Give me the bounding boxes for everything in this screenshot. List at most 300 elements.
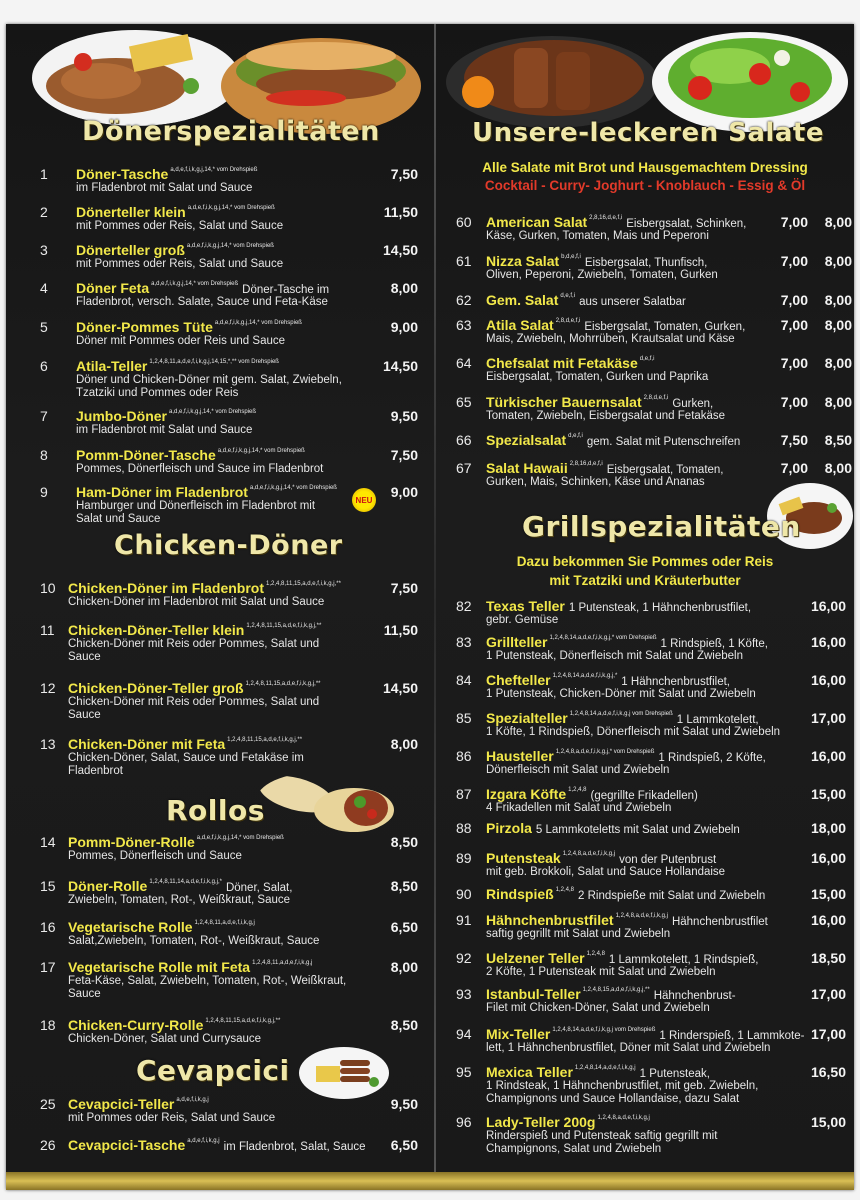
section-title-cevapcici: Cevapcici <box>136 1054 290 1087</box>
item-number: 84 <box>456 672 472 688</box>
item-price: 9,50 <box>390 1096 418 1112</box>
menu-item[interactable] <box>436 786 854 820</box>
allergen-codes: 1,2,4,8,a,d,e,f,i,k,g,j <box>597 1115 650 1121</box>
item-name <box>68 1096 209 1112</box>
item-name <box>486 672 730 688</box>
item-inline-description: 5 Lammkoteletts mit Salat und Zwiebeln <box>535 824 740 836</box>
item-price-large: 8,00 <box>824 317 852 333</box>
item-inline-description: aus unserer Salatbar <box>579 296 686 308</box>
item-number: 15 <box>40 878 56 894</box>
item-price: 16,00 <box>810 634 846 650</box>
item-inline-description: Gurken, <box>672 398 714 410</box>
menu-item[interactable] <box>6 1017 434 1051</box>
item-description: mit Pommes oder Reis, Salat und Sauce <box>76 258 284 270</box>
item-price: 8,50 <box>390 834 418 850</box>
item-price: 16,00 <box>810 748 846 764</box>
item-inline-description: gem. Salat mit Putenschreifen <box>586 436 741 448</box>
item-name-text: Pomm-Döner-Tasche <box>76 447 216 463</box>
item-inline-description: (gegrillte Frikadellen) <box>590 790 698 802</box>
item-number: 67 <box>456 460 472 476</box>
item-number: 96 <box>456 1114 472 1130</box>
item-price-large: 8,00 <box>824 292 852 308</box>
item-number: 63 <box>456 317 472 333</box>
item-number: 85 <box>456 710 472 726</box>
item-description: Pommes, Dönerfleisch und Sauce <box>68 850 242 862</box>
menu-item[interactable] <box>436 950 854 984</box>
item-price-large: 8,00 <box>824 214 852 230</box>
menu-item[interactable] <box>6 447 434 481</box>
allergen-codes: 1,2,4,8,14,a,d,e,f,i,k,g,j vom Drehspieß <box>569 711 673 717</box>
allergen-codes: 1,2,4,8,11,a,d,e,f,i,k,g,j <box>194 920 255 926</box>
item-name-text: Lady-Teller 200g <box>486 1114 596 1130</box>
allergen-codes: 1,2,4,8,11,15,a,d,e,f,i,k,g,j,** <box>266 581 341 587</box>
doener-plate-photo <box>31 26 241 126</box>
item-name-text: Izgara Köfte <box>486 786 567 802</box>
item-price: 9,00 <box>390 319 418 335</box>
item-name <box>486 1064 710 1080</box>
allergen-codes: a,d,e,f,i,k,g,j,14,* vom Drehspieß <box>214 320 302 326</box>
item-name <box>486 950 759 966</box>
item-description: im Fladenbrot mit Salat und Sauce <box>76 182 253 194</box>
item-number: 17 <box>40 959 56 975</box>
item-description: 4 Frikadellen mit Salat und Zwiebeln <box>486 802 672 814</box>
item-name-text: Hausteller <box>486 748 554 764</box>
item-price: 14,50 <box>382 680 418 696</box>
item-name <box>486 598 751 614</box>
item-price-small: 7,50 <box>780 432 808 448</box>
item-name <box>76 242 274 258</box>
allergen-codes: d,e,f,i <box>568 433 583 439</box>
item-price: 7,50 <box>390 166 418 182</box>
item-description: lett, 1 Hähnchenbrustfilet, Döner mit Salat und Zwiebeln <box>486 1042 771 1054</box>
grill-subtitle-line1: Dazu bekommen Sie Pommes oder Reis <box>516 554 774 569</box>
item-inline-description: Eisbergsalat, Schinken, <box>626 218 747 230</box>
menu-item[interactable] <box>6 358 434 399</box>
allergen-codes: 1,2,4,8,15,a,d,e,f,i,k,g,j,** <box>582 987 650 993</box>
item-number: 16 <box>40 919 56 935</box>
item-number: 18 <box>40 1017 56 1033</box>
menu-item[interactable] <box>436 317 854 351</box>
item-inline-description: Hähnchenbrust- <box>653 990 736 1002</box>
item-name-text: Vegetarische Rolle mit Feta <box>68 959 251 975</box>
item-price: 7,50 <box>390 447 418 463</box>
menu-item[interactable] <box>6 959 434 1000</box>
menu-item[interactable] <box>6 878 434 912</box>
item-number: 65 <box>456 394 472 410</box>
allergen-codes: 1,2,4,8,14,a,d,e,f,i,k,g,j vom Drehspieß <box>552 1027 656 1033</box>
item-name-text: Döner Feta <box>76 280 150 296</box>
item-price: 9,00 <box>390 484 418 500</box>
allergen-codes: a,d,e,f,i,k,g,j,14,* vom Drehspieß <box>187 205 275 211</box>
item-name-text: Döner-Rolle <box>68 878 148 894</box>
item-description: 1 Rindsteak, 1 Hähnchenbrustfilet, mit geb. Zwiebeln, Champignons und Sauce Hollandaise, dazu Salat <box>486 1080 759 1105</box>
item-description: mit geb. Brokkoli, Salat und Sauce Hollandaise <box>486 866 726 878</box>
allergen-codes: d,e,f,i <box>560 293 576 299</box>
menu-item[interactable] <box>436 1114 854 1155</box>
bottom-gold-border <box>6 1172 854 1190</box>
item-number: 26 <box>40 1137 56 1153</box>
allergen-codes: d,e,f,i <box>639 356 655 362</box>
allergen-codes: 1,2,4,8,14,a,d,e,f,i,k,g,j,* vom Drehspieß <box>549 635 657 641</box>
menu-item[interactable] <box>436 850 854 884</box>
item-name <box>486 292 686 308</box>
item-price: 6,50 <box>390 1137 418 1153</box>
item-number: 2 <box>40 204 48 220</box>
item-inline-description: Döner, Salat, <box>225 882 293 894</box>
item-inline-description: 2 Rindspieße mit Salat und Zwiebeln <box>578 890 766 902</box>
item-price: 15,00 <box>810 1114 846 1130</box>
item-price-small: 7,00 <box>780 355 808 371</box>
item-inline-description: 1 Lammkotelett, 1 Rindspieß, <box>608 954 759 966</box>
menu-item[interactable] <box>436 748 854 782</box>
item-name-text: Atila-Teller <box>76 358 148 374</box>
item-price: 16,00 <box>810 912 846 928</box>
item-description: Rinderspieß und Putensteak saftig gegrillt mit Champignons, Salat und Zwiebeln <box>486 1130 718 1155</box>
item-name <box>68 878 292 894</box>
item-description: Chicken-Döner im Fladenbrot mit Salat und Sauce <box>68 596 325 608</box>
menu-item[interactable] <box>436 912 854 946</box>
item-name <box>68 834 284 850</box>
allergen-codes: 1,2,4,8,a,d,e,f,i,k,g,j,* vom Drehspieß <box>555 749 655 755</box>
item-name-text: Pomm-Döner-Rolle <box>68 834 195 850</box>
item-name <box>68 1137 366 1153</box>
item-price: 6,50 <box>390 919 418 935</box>
item-name <box>486 748 766 764</box>
section-title-rollos: Rollos <box>166 794 265 827</box>
item-name <box>486 820 740 836</box>
item-price: 18,50 <box>810 950 846 966</box>
menu-item[interactable] <box>436 1064 854 1105</box>
menu-item[interactable] <box>436 986 854 1020</box>
item-number: 89 <box>456 850 472 866</box>
item-description: 1 Putensteak, Chicken-Döner mit Salat und Zwiebeln <box>486 688 756 700</box>
item-description: mit Pommes oder Reis, Salat und Sauce <box>68 1112 276 1124</box>
menu-item[interactable] <box>6 242 434 276</box>
item-name <box>486 634 768 650</box>
allergen-codes: a,d,e,f,i,k,g,j,14,* vom Drehspieß <box>151 281 239 287</box>
item-name <box>68 959 312 975</box>
item-price: 8,00 <box>390 280 418 296</box>
item-description: 1 Putensteak, Dönerfleisch mit Salat und Zwiebeln <box>486 650 743 662</box>
item-description: Feta-Käse, Salat, Zwiebeln, Tomaten, Rot-, Weißkraut, Sauce <box>68 975 347 1000</box>
item-price: 11,50 <box>383 622 418 638</box>
menu-item[interactable] <box>6 834 434 868</box>
item-price: 7,50 <box>390 580 418 596</box>
item-price-small: 7,00 <box>780 394 808 410</box>
item-name-text: Spezialsalat <box>486 432 567 448</box>
item-price: 8,50 <box>390 878 418 894</box>
item-description: 2 Köfte, 1 Putensteak mit Salat und Zwiebeln <box>486 966 716 978</box>
item-name <box>486 986 736 1002</box>
item-price-small: 7,00 <box>780 317 808 333</box>
section-title-salate: Unsere-leckeren Salate <box>472 118 824 148</box>
item-name <box>486 432 740 448</box>
item-price-large: 8,00 <box>824 460 852 476</box>
allergen-codes: a,d,e,f,i,k,g,j <box>176 1097 209 1103</box>
item-price-large: 8,00 <box>824 253 852 269</box>
item-inline-description: 1 Putensteak, <box>639 1068 710 1080</box>
menu-item[interactable] <box>6 1137 434 1171</box>
item-description: Filet mit Chicken-Döner, Salat und Zwiebeln <box>486 1002 710 1014</box>
item-name-text: Ham-Döner im Fladenbrot <box>76 484 248 500</box>
item-name <box>486 786 698 802</box>
allergen-codes: b,d,e,f,i <box>561 254 581 260</box>
item-name <box>486 253 707 269</box>
rollo-wrap-photo <box>256 772 396 836</box>
item-number: 5 <box>40 319 48 335</box>
item-name <box>486 355 654 371</box>
allergen-codes: a,d,e,f,i,k,g,j,14,* vom Drehspieß <box>249 485 337 491</box>
item-name <box>68 919 255 935</box>
item-name <box>486 850 716 866</box>
item-name <box>76 484 337 500</box>
item-price: 8,00 <box>390 959 418 975</box>
item-name-text: Salat Hawaii <box>486 460 568 476</box>
menu-item[interactable] <box>436 214 854 248</box>
item-name-text: American Salat <box>486 214 588 230</box>
item-price-small: 7,00 <box>780 253 808 269</box>
item-name-text: Döner-Tasche <box>76 166 169 182</box>
menu-item[interactable] <box>6 1096 434 1130</box>
item-name-text: Nizza Salat <box>486 253 560 269</box>
item-number: 9 <box>40 484 48 500</box>
item-name <box>486 1114 650 1130</box>
menu-item[interactable] <box>436 253 854 287</box>
allergen-codes: a,d,e,f,i,k,g,j,14,* vom Drehspieß <box>217 448 305 454</box>
section-title-chicken: Chicken-Döner <box>114 530 343 561</box>
item-name-text: Vegetarische Rolle <box>68 919 193 935</box>
item-inline-description: 1 Rindspieß, 2 Köfte, <box>658 752 766 764</box>
grill-plate-photo <box>444 30 659 130</box>
item-name <box>76 319 302 335</box>
menu-item[interactable] <box>6 484 434 525</box>
item-name <box>76 280 329 296</box>
item-price: 17,00 <box>810 710 846 726</box>
allergen-codes: 1,2,4,8,11,15,a,d,e,f,i,k,g,j,** <box>205 1018 281 1024</box>
allergen-codes: a,d,e,f,i,k,g,j,14,* vom Drehspieß <box>186 243 274 249</box>
item-description: Chicken-Döner, Salat und Currysauce <box>68 1033 262 1045</box>
item-number: 93 <box>456 986 472 1002</box>
item-number: 3 <box>40 242 48 258</box>
item-number: 11 <box>40 622 55 638</box>
item-name <box>76 447 305 463</box>
item-inline-description: Eisbergsalat, Tomaten, Gurken, <box>584 321 746 333</box>
item-name-text: Mexica Teller <box>486 1064 573 1080</box>
item-name <box>76 166 257 182</box>
item-name <box>486 214 746 230</box>
allergen-codes: 1,2,4,8,a,d,e,f,i,k,g,j <box>562 851 616 857</box>
menu-item[interactable] <box>6 580 434 614</box>
item-price: 18,00 <box>810 820 846 836</box>
item-name-text: Döner-Pommes Tüte <box>76 319 213 335</box>
item-number: 95 <box>456 1064 472 1080</box>
item-price: 14,50 <box>382 358 418 374</box>
item-name-text: Chicken-Döner im Fladenbrot <box>68 580 265 596</box>
item-name-text: Istanbul-Teller <box>486 986 581 1002</box>
allergen-codes: 1,2,4,8,11,a,d,e,f,i,k,g,j,14,15,*,** vom Drehspieß <box>149 359 279 365</box>
item-inline-description: 1 Lammkotelett, <box>676 714 759 726</box>
section-title-grill: Grillspezialitäten <box>522 510 801 543</box>
item-name <box>68 580 341 596</box>
menu-item[interactable] <box>436 394 854 428</box>
allergen-codes: 2,8,16,d,e,f,i <box>569 461 603 467</box>
item-price-large: 8,00 <box>824 394 852 410</box>
item-description: Chicken-Döner mit Reis oder Pommes, Salat und Sauce <box>68 696 320 721</box>
item-number: 13 <box>40 736 56 752</box>
item-inline-description: Hähnchenbrustfilet <box>671 916 768 928</box>
menu-item[interactable] <box>436 820 854 854</box>
item-description: Chicken-Döner mit Reis oder Pommes, Salat und Sauce <box>68 638 320 663</box>
menu-item[interactable] <box>6 919 434 953</box>
item-price-large: 8,00 <box>824 355 852 371</box>
item-description: Tomaten, Zwiebeln, Eisbergsalat und Fetakäse <box>486 410 726 422</box>
item-number: 14 <box>40 834 56 850</box>
allergen-codes: 1,2,4,8 <box>586 951 605 957</box>
item-name-text: Spezialteller <box>486 710 568 726</box>
section-title-doener: Dönerspezialitäten <box>82 116 380 147</box>
item-number: 82 <box>456 598 472 614</box>
item-inline-description: 1 Putensteak, 1 Hähnchenbrustfilet, <box>568 602 752 614</box>
item-name <box>68 622 321 638</box>
item-name <box>76 358 279 374</box>
item-name <box>68 680 321 696</box>
item-description: Gurken, Mais, Schinken, Käse und Ananas <box>486 476 705 488</box>
allergen-codes: a,d,e,f,i,k,g,j,14,* vom Drehspieß <box>170 167 258 173</box>
item-name <box>486 886 765 902</box>
item-description: im Fladenbrot mit Salat und Sauce <box>76 424 253 436</box>
menu-item[interactable] <box>436 598 854 632</box>
item-price: 16,00 <box>810 850 846 866</box>
item-name-text: Chefsalat mit Fetakäse <box>486 355 638 371</box>
item-name <box>76 408 256 424</box>
item-inline-description: 1 Rinderspieß, 1 Lammkote- <box>659 1030 805 1042</box>
item-name-text: Texas Teller <box>486 598 565 614</box>
item-description: Pommes, Dönerfleisch und Sauce im Fladenbrot <box>76 463 324 475</box>
item-number: 86 <box>456 748 472 764</box>
item-name <box>68 736 302 752</box>
item-inline-description: Eisbergsalat, Tomaten, <box>606 464 724 476</box>
item-description: mit Pommes oder Reis, Salat und Sauce <box>76 220 284 232</box>
item-number: 87 <box>456 786 472 802</box>
item-price: 15,00 <box>810 886 846 902</box>
item-price: 8,50 <box>390 1017 418 1033</box>
menu-item[interactable] <box>6 408 434 442</box>
item-name-text: Gem. Salat <box>486 292 559 308</box>
menu-item[interactable] <box>6 622 434 663</box>
item-inline-description: Döner-Tasche im <box>242 284 330 296</box>
item-name-text: Chicken-Döner mit Feta <box>68 736 226 752</box>
item-number: 90 <box>456 886 472 902</box>
menu-item[interactable] <box>6 319 434 353</box>
item-price-small: 7,00 <box>780 292 808 308</box>
item-number: 4 <box>40 280 48 296</box>
item-price-small: 7,00 <box>780 460 808 476</box>
allergen-codes: 1,2,4,8 <box>555 887 575 893</box>
item-number: 6 <box>40 358 48 374</box>
allergen-codes: 1,2,4,8,11,15,a,d,e,f,i,k,g,j,** <box>245 681 321 687</box>
item-description: Hamburger und Dönerfleisch im Fladenbrot mit Salat und Sauce <box>76 500 316 525</box>
menu-item[interactable] <box>6 166 434 200</box>
allergen-codes: 1,2,4,8,a,d,e,f,i,k,g,j <box>615 913 668 919</box>
allergen-codes: 1,2,4,8,11,15,a,d,e,f,i,k,g,j,** <box>227 737 303 743</box>
item-description: Oliven, Peperoni, Zwiebeln, Tomaten, Gurken <box>486 269 718 281</box>
item-name <box>486 394 713 410</box>
item-name <box>486 710 759 726</box>
menu-item[interactable] <box>6 204 434 238</box>
item-description: Fladenbrot, versch. Salate, Sauce und Feta-Käse <box>76 296 328 308</box>
salate-dressings: Cocktail - Curry- Joghurt - Knoblauch - Essig & Öl <box>484 178 806 193</box>
menu-item[interactable] <box>436 634 854 668</box>
allergen-codes: 1,2,4,8,14,a,d,e,f,i,k,g,j,* <box>552 673 618 679</box>
item-inline-description: 1 Rindspieß, 1 Köfte, <box>660 638 768 650</box>
menu-item[interactable] <box>6 680 434 721</box>
item-number: 94 <box>456 1026 472 1042</box>
item-name-text: Chefteller <box>486 672 551 688</box>
menu-item[interactable] <box>436 710 854 744</box>
item-price: 16,00 <box>810 598 846 614</box>
cevapcici-plate-photo <box>298 1046 390 1100</box>
allergen-codes: a,d,e,f,i,k,g,j,14,* vom Drehspieß <box>169 409 257 415</box>
menu-item[interactable] <box>436 1026 854 1060</box>
item-name-text: Türkischer Bauernsalat <box>486 394 642 410</box>
item-name-text: Dönerteller klein <box>76 204 186 220</box>
item-name <box>486 460 724 476</box>
item-name-text: Pirzola <box>486 820 532 836</box>
allergen-codes: 2,8,d,e,f,i <box>555 318 581 324</box>
item-number: 8 <box>40 447 48 463</box>
item-description: Mais, Zwiebeln, Mohrrüben, Krautsalat und Käse <box>486 333 735 345</box>
item-price: 11,50 <box>383 204 418 220</box>
item-description: saftig gegrillt mit Salat und Zwiebeln <box>486 928 671 940</box>
menu-item[interactable] <box>6 736 434 777</box>
item-name-text: Uelzener Teller <box>486 950 585 966</box>
item-number: 64 <box>456 355 472 371</box>
allergen-codes: 1,2,4,8,11,a,d,e,f,i,k,g,j <box>252 960 313 966</box>
item-number: 88 <box>456 820 472 836</box>
item-number: 7 <box>40 408 48 424</box>
item-description: Döner mit Pommes oder Reis und Sauce <box>76 335 286 347</box>
item-price: 15,00 <box>810 786 846 802</box>
item-price-large: 8,50 <box>824 432 852 448</box>
item-description: Döner und Chicken-Döner mit gem. Salat, Zwiebeln, Tzatziki und Pommes oder Reis <box>76 374 342 399</box>
item-description: Zwiebeln, Tomaten, Rot-, Weißkraut, Sauce <box>68 894 291 906</box>
item-number: 60 <box>456 214 472 230</box>
menu-item[interactable] <box>436 355 854 389</box>
item-name-text: Chicken-Döner-Teller klein <box>68 622 245 638</box>
menu-item[interactable] <box>6 280 434 314</box>
item-name <box>486 1026 804 1042</box>
allergen-codes: 1,2,4,8,11,14,a,d,e,f,i,k,g,j,* <box>149 879 222 885</box>
item-name <box>486 912 768 928</box>
item-price: 17,00 <box>810 986 846 1002</box>
item-price: 14,50 <box>382 242 418 258</box>
item-number: 91 <box>456 912 472 928</box>
item-name <box>68 1017 280 1033</box>
item-name-text: Hähnchenbrustfilet <box>486 912 614 928</box>
menu-item[interactable] <box>436 672 854 706</box>
item-name-text: Cevapcici-Teller <box>68 1096 175 1112</box>
item-inline-description: Eisbergsalat, Thunfisch, <box>584 257 708 269</box>
item-inline-description: im Fladenbrot, Salat, Sauce <box>223 1141 366 1153</box>
item-price: 8,00 <box>390 736 418 752</box>
allergen-codes: 1,2,4,8,14,a,d,e,f,i,k,g,j <box>574 1065 636 1071</box>
item-price: 16,00 <box>810 672 846 688</box>
item-name-text: Dönerteller groß <box>76 242 185 258</box>
allergen-codes: 2,8,d,e,f,i <box>643 395 669 401</box>
new-badge: NEU <box>352 488 376 512</box>
item-name-text: Rindspieß <box>486 886 554 902</box>
item-description: Dönerfleisch mit Salat und Zwiebeln <box>486 764 670 776</box>
